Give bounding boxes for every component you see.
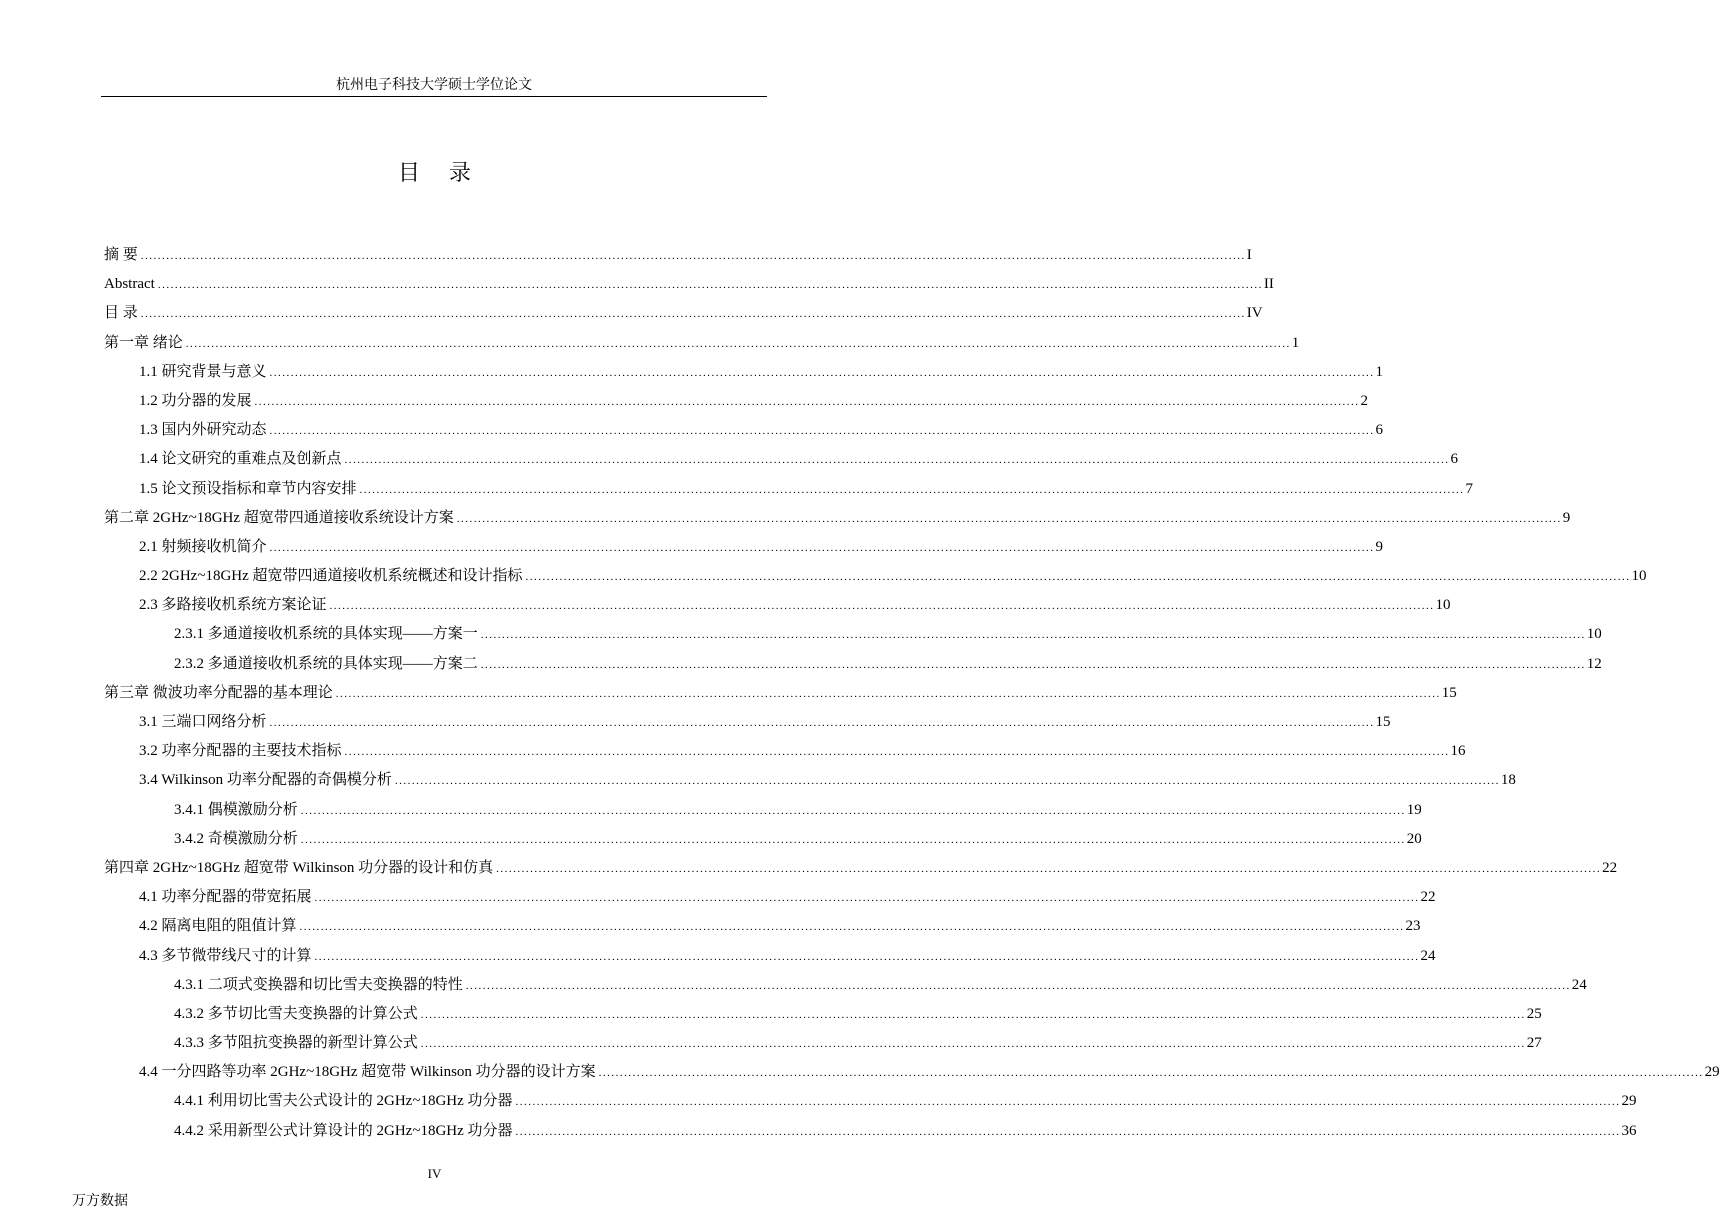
toc-entry-page: IV [1246, 305, 1263, 322]
toc-entry-page: I [1246, 247, 1252, 263]
toc-entry-page: 9 [1375, 538, 1384, 555]
toc-entry-page: 24 [1420, 947, 1436, 964]
dot-leader: .................................................................................................................................................................................................................................................................... [157, 279, 1263, 292]
toc-entry-page: II [1263, 276, 1274, 293]
toc-entry-label: 1.1 研究背景与意义 [139, 363, 267, 380]
toc-entry-page: 2 [1360, 392, 1369, 409]
toc-entry[interactable] [104, 565, 1647, 594]
dot-leader: .................................................................................................................................................................................................................................................................... [515, 1125, 1621, 1138]
toc-entry-page: 10 [1586, 626, 1602, 643]
table-of-contents [104, 244, 1720, 1149]
toc-entry-page: 27 [1526, 1035, 1542, 1052]
toc-entry-label: 1.4 论文研究的重难点及创新点 [139, 451, 342, 468]
toc-entry[interactable] [104, 740, 1466, 769]
dot-leader: .................................................................................................................................................................................................................................................................... [394, 775, 1500, 788]
toc-entry-label: 4.4.2 采用新型公式计算设计的 2GHz~18GHz 功分器 [174, 1122, 513, 1139]
toc-entry[interactable] [104, 419, 1384, 448]
toc-entry[interactable] [104, 886, 1436, 915]
toc-entry-label: 4.3.3 多节阻抗变换器的新型计算公式 [174, 1035, 418, 1052]
toc-entry-page: 6 [1450, 451, 1459, 468]
dot-leader: .................................................................................................................................................................................................................................................................... [300, 804, 1406, 817]
toc-entry-label: 2.3.1 多通道接收机系统的具体实现——方案一 [174, 626, 478, 643]
toc-entry-page: 22 [1420, 889, 1436, 906]
header-rule [101, 96, 767, 97]
toc-entry-label: 第一章 绪论 [104, 334, 183, 351]
toc-title: 目 录 [398, 161, 482, 186]
dot-leader: .................................................................................................................................................................................................................................................................... [344, 454, 1450, 467]
toc-entry-page: 1 [1291, 334, 1300, 351]
dot-leader: .................................................................................................................................................................................................................................................................... [269, 541, 1375, 554]
toc-entry-label: 1.2 功分器的发展 [139, 392, 252, 409]
toc-entry-label: 目 录 [104, 305, 138, 322]
toc-entry[interactable] [104, 828, 1422, 857]
toc-entry-label: 4.3.2 多节切比雪夫变换器的计算公式 [174, 1005, 418, 1022]
toc-entry-label: 3.1 三端口网络分析 [139, 714, 267, 730]
dot-leader: .................................................................................................................................................................................................................................................................... [299, 921, 1405, 934]
dot-leader: .................................................................................................................................................................................................................................................................... [420, 1008, 1526, 1021]
toc-entry-label: 2.1 射频接收机简介 [139, 538, 267, 555]
toc-entry-label: 4.3.1 二项式变换器和切比雪夫变换器的特性 [174, 976, 463, 993]
toc-entry-page: 22 [1602, 859, 1618, 876]
toc-entry[interactable] [104, 594, 1451, 623]
toc-entry[interactable] [104, 682, 1457, 711]
dot-leader: .................................................................................................................................................................................................................................................................... [254, 395, 1360, 408]
toc-entry[interactable] [104, 478, 1474, 507]
toc-entry[interactable] [104, 332, 1300, 361]
toc-entry[interactable] [104, 769, 1516, 798]
dot-leader: .................................................................................................................................................................................................................................................................... [359, 483, 1465, 496]
toc-entry[interactable] [104, 1003, 1542, 1032]
dot-leader: .................................................................................................................................................................................................................................................................... [496, 862, 1602, 875]
toc-entry[interactable] [104, 857, 1618, 886]
toc-entry-page: 24 [1571, 976, 1587, 993]
toc-entry[interactable] [104, 361, 1384, 390]
toc-entry-page: 1 [1375, 363, 1384, 380]
toc-entry-page: 12 [1586, 655, 1602, 672]
dot-leader: .................................................................................................................................................................................................................................................................... [420, 1038, 1526, 1051]
dot-leader: .................................................................................................................................................................................................................................................................... [480, 658, 1586, 671]
toc-entry-label: 1.5 论文预设指标和章节内容安排 [139, 480, 357, 497]
toc-entry-page: 36 [1621, 1122, 1637, 1139]
page-number: IV [427, 1166, 442, 1181]
toc-entry-page: 15 [1441, 684, 1457, 701]
toc-entry-page: 23 [1405, 918, 1421, 935]
toc-entry-page: 9 [1562, 509, 1571, 526]
toc-entry-page: 29 [1704, 1064, 1720, 1081]
dot-leader: .................................................................................................................................................................................................................................................................... [185, 337, 1291, 350]
dot-leader: .................................................................................................................................................................................................................................................................... [140, 250, 1246, 262]
toc-entry[interactable] [104, 1090, 1637, 1119]
toc-entry-label: 2.2 2GHz~18GHz 超宽带四通道接收机系统概述和设计指标 [139, 568, 523, 585]
toc-entry-page: 18 [1500, 772, 1516, 789]
toc-entry[interactable] [104, 448, 1459, 477]
dot-leader: .................................................................................................................................................................................................................................................................... [335, 687, 1441, 700]
toc-entry[interactable] [104, 711, 1391, 740]
toc-entry[interactable] [104, 1061, 1720, 1090]
wanfang-watermark: 万方数据 [72, 1193, 128, 1209]
toc-entry-page: 10 [1631, 568, 1647, 585]
toc-entry-label: 3.4.1 偶模激励分析 [174, 801, 298, 818]
toc-entry-page: 29 [1621, 1093, 1637, 1110]
toc-entry-label: 3.4 Wilkinson 功率分配器的奇偶模分析 [139, 772, 392, 789]
toc-entry[interactable] [104, 623, 1602, 652]
toc-entry[interactable] [104, 536, 1384, 565]
toc-entry-label: 摘 要 [104, 247, 138, 263]
dot-leader: .................................................................................................................................................................................................................................................................... [300, 833, 1406, 846]
dot-leader: .................................................................................................................................................................................................................................................................... [465, 979, 1571, 992]
toc-entry-page: 15 [1375, 714, 1391, 730]
toc-entry-label: 4.4 一分四路等功率 2GHz~18GHz 超宽带 Wilkinson 功分器的设计方案 [139, 1064, 596, 1081]
toc-entry[interactable] [104, 1120, 1637, 1149]
dot-leader: .................................................................................................................................................................................................................................................................... [344, 746, 1450, 759]
toc-entry[interactable] [104, 915, 1421, 944]
toc-entry-page: 10 [1435, 597, 1451, 614]
toc-entry-page: 16 [1450, 743, 1466, 760]
toc-entry-label: 3.4.2 奇模激励分析 [174, 830, 298, 847]
toc-entry-label: 4.2 隔离电阻的阻值计算 [139, 918, 297, 935]
toc-entry-page: 25 [1526, 1005, 1542, 1022]
toc-entry-page: 6 [1375, 422, 1384, 439]
toc-entry-label: 第三章 微波功率分配器的基本理论 [104, 684, 333, 701]
dot-leader: .................................................................................................................................................................................................................................................................... [269, 366, 1375, 379]
dot-leader: .................................................................................................................................................................................................................................................................... [140, 308, 1246, 321]
toc-entry[interactable] [104, 945, 1436, 974]
toc-entry[interactable] [104, 273, 1274, 302]
toc-entry-label: 第二章 2GHz~18GHz 超宽带四通道接收系统设计方案 [104, 509, 454, 526]
dot-leader: .................................................................................................................................................................................................................................................................... [456, 512, 1562, 525]
toc-entry-label: 4.4.1 利用切比雪夫公式设计的 2GHz~18GHz 功分器 [174, 1093, 513, 1110]
dot-leader: .................................................................................................................................................................................................................................................................... [269, 425, 1375, 438]
toc-entry-label: 2.3 多路接收机系统方案论证 [139, 597, 327, 614]
dot-leader: .................................................................................................................................................................................................................................................................... [314, 950, 1420, 963]
dot-leader: .................................................................................................................................................................................................................................................................... [515, 1096, 1621, 1109]
toc-entry-label: Abstract [104, 276, 155, 293]
toc-entry-label: 4.1 功率分配器的带宽拓展 [139, 889, 312, 906]
toc-entry[interactable] [104, 1032, 1542, 1061]
toc-entry-label: 3.2 功率分配器的主要技术指标 [139, 743, 342, 760]
toc-entry-label: 2.3.2 多通道接收机系统的具体实现——方案二 [174, 655, 478, 672]
dot-leader: .................................................................................................................................................................................................................................................................... [598, 1067, 1704, 1080]
toc-entry[interactable] [104, 653, 1602, 682]
toc-entry-label: 1.3 国内外研究动态 [139, 422, 267, 439]
toc-entry-page: 20 [1406, 830, 1422, 847]
dot-leader: .................................................................................................................................................................................................................................................................... [329, 600, 1435, 613]
toc-entry[interactable] [104, 799, 1422, 828]
toc-entry[interactable] [104, 390, 1369, 419]
dot-leader: .................................................................................................................................................................................................................................................................... [480, 629, 1586, 642]
dot-leader: .................................................................................................................................................................................................................................................................... [314, 892, 1420, 905]
thesis-header-title: 杭州电子科技大学硕士学位论文 [336, 78, 532, 93]
toc-entry-page: 7 [1465, 480, 1474, 497]
toc-entry[interactable] [104, 302, 1263, 331]
toc-entry[interactable] [104, 244, 1252, 273]
toc-entry-label: 第四章 2GHz~18GHz 超宽带 Wilkinson 功分器的设计和仿真 [104, 859, 494, 876]
toc-entry-label: 4.3 多节微带线尺寸的计算 [139, 947, 312, 964]
toc-entry[interactable] [104, 507, 1571, 536]
toc-entry-page: 19 [1406, 801, 1422, 818]
toc-entry[interactable] [104, 974, 1587, 1003]
dot-leader: .................................................................................................................................................................................................................................................................... [269, 717, 1375, 729]
dot-leader: .................................................................................................................................................................................................................................................................... [525, 571, 1631, 584]
